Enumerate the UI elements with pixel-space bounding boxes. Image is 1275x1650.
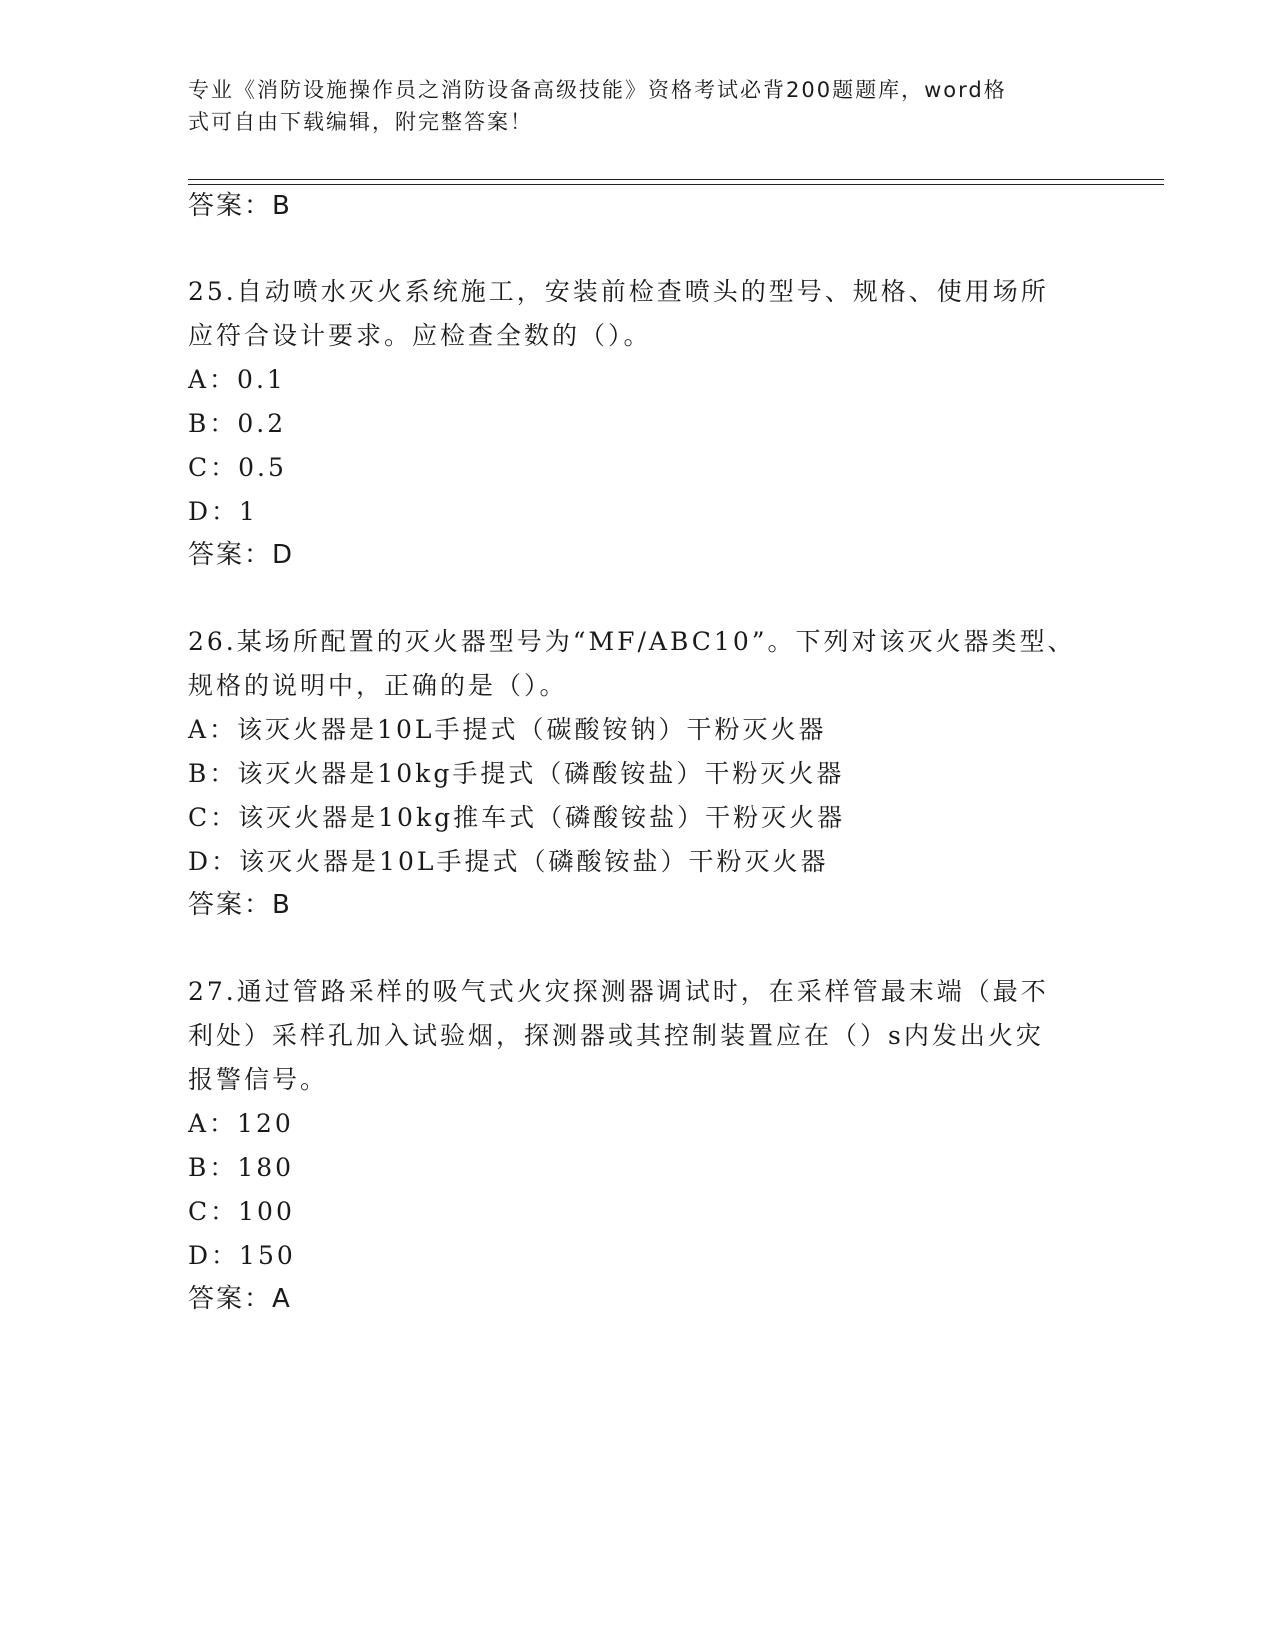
question-26-answer: 答案：B [188, 890, 292, 920]
question-26-option-c: C：该灭火器是10kg推车式（磷酸铵盐）干粉灭火器 [188, 803, 846, 832]
question-25-option-a: A：0.1 [188, 365, 286, 394]
question-26-option-b: B：该灭火器是10kg手提式（磷酸铵盐）干粉灭火器 [188, 759, 845, 788]
question-25-option-d: D：1 [188, 497, 258, 526]
question-26-stem-line-1: 26.某场所配置的灭火器型号为“MF/ABC10”。下列对该灭火器类型、 [188, 627, 1076, 656]
question-25-answer: 答案：D [188, 540, 295, 570]
question-26-option-a: A：该灭火器是10L手提式（碳酸铵钠）干粉灭火器 [188, 715, 827, 744]
question-27-stem-line-3: 报警信号。 [188, 1065, 329, 1094]
question-27-answer: 答案：A [188, 1284, 292, 1314]
question-27-option-d: D：150 [188, 1241, 296, 1270]
header-line-1: 专业《消防设施操作员之消防设备高级技能》资格考试必背200题题库，word格 [188, 78, 1007, 102]
question-26-option-d: D：该灭火器是10L手提式（磷酸铵盐）干粉灭火器 [188, 847, 829, 876]
question-27-option-c: C：100 [188, 1197, 295, 1226]
question-27-stem-line-1: 27.通过管路采样的吸气式火灾探测器调试时，在采样管最末端（最不 [188, 977, 1049, 1006]
question-25-stem-line-2: 应符合设计要求。应检查全数的（）。 [188, 321, 652, 350]
question-27-option-a: A：120 [188, 1109, 294, 1138]
question-26-stem-line-2: 规格的说明中，正确的是（）。 [188, 671, 568, 700]
header-rule-top [188, 179, 1164, 180]
document-header [188, 74, 1088, 138]
header-line-2: 式可自由下载编辑，附完整答案！ [188, 110, 533, 134]
question-27-stem-line-2: 利处）采样孔加入试验烟，探测器或其控制装置应在（）s内发出火灾 [188, 1021, 1044, 1050]
previous-answer: 答案：B [188, 191, 292, 221]
question-25-option-b: B：0.2 [188, 409, 287, 438]
question-25-option-c: C：0.5 [188, 453, 287, 482]
question-27-option-b: B：180 [188, 1153, 295, 1182]
header-rule-bottom [188, 184, 1164, 185]
question-25-stem-line-1: 25.自动喷水灭火系统施工，安装前检查喷头的型号、规格、使用场所 [188, 277, 1049, 306]
